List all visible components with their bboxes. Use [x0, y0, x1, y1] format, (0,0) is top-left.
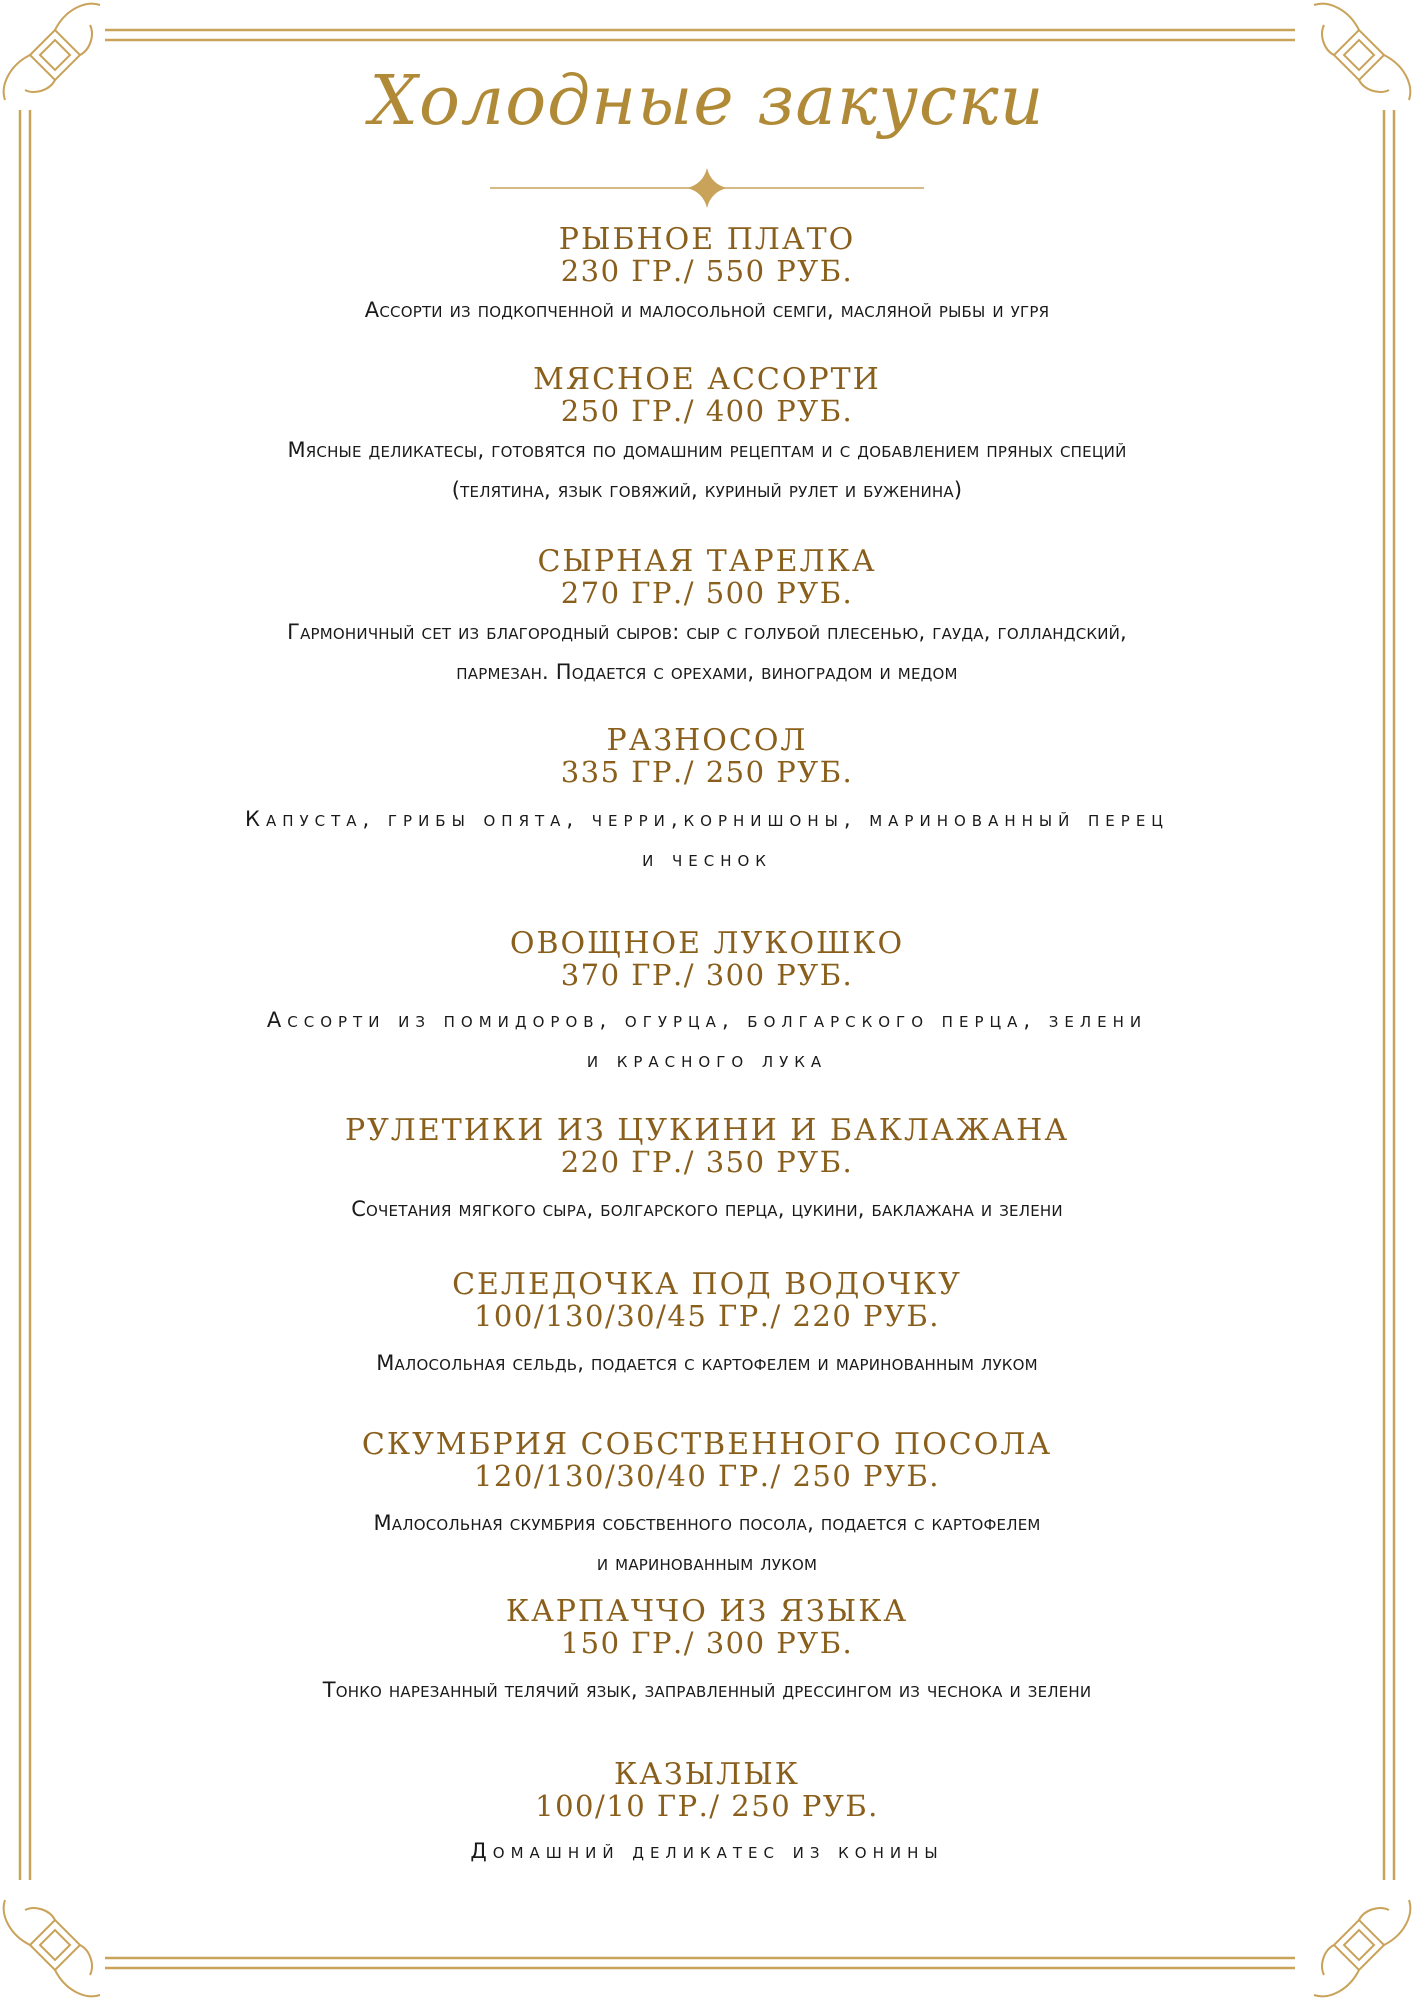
- star-ornament-icon: [687, 168, 727, 208]
- menu-item-name: СКУМБРИЯ СОБСТВЕННОГО ПОСОЛА: [361, 1427, 1053, 1462]
- menu-item: [150, 725, 1264, 879]
- corner-ornament-bottom-left: [4, 1900, 100, 1996]
- menu-item-description: Малосольная сельдь, подается с картофелем и маринованным луком: [376, 1351, 1038, 1375]
- menu-item-description: Домашний деликатес из конины: [470, 1839, 944, 1863]
- menu-item-name: СЕЛЕДОЧКА ПОД ВОДОЧКУ: [452, 1267, 962, 1302]
- menu-item-name: СЫРНАЯ ТАРЕЛКА: [537, 544, 877, 579]
- menu-item-description: Гармоничный сет из благородный сыров: сыр с голубой плесенью, гауда, голландский, пармезан. Подается с орехами, виноградом и медом: [287, 620, 1127, 684]
- menu-item-description: Ассорти из помидоров, огурца, болгарского перца, зелени и красного лука: [266, 1008, 1148, 1072]
- menu-item-description: Малосольная скумбрия собственного посола, подается с картофелем и маринованным луком: [373, 1511, 1041, 1575]
- title-divider: [0, 160, 1414, 220]
- menu-item: [150, 1596, 1264, 1710]
- menu-item-description: Мясные деликатесы, готовятся по домашним рецептам и с добавлением пряных специй (телятина, язык говяжий, куриный рулет и буженина): [287, 438, 1127, 502]
- menu-item-price: 230 ГР./ 550 РУБ.: [560, 254, 854, 288]
- menu-item-price: 120/130/30/40 ГР./ 250 РУБ.: [473, 1459, 941, 1493]
- menu-item-description: Тонко нарезанный телячий язык, заправленный дрессингом из чеснока и зелени: [322, 1678, 1092, 1702]
- menu-item: [150, 546, 1264, 692]
- menu-item-price: 150 ГР./ 300 РУБ.: [560, 1626, 854, 1660]
- menu-item-price: 100/10 ГР./ 250 РУБ.: [535, 1789, 879, 1823]
- menu-item-description: Сочетания мягкого сыра, болгарского перца, цукини, баклажана и зелени: [351, 1197, 1063, 1221]
- menu-item-name: ОВОЩНОЕ ЛУКОШКО: [509, 926, 905, 961]
- menu-item: [150, 364, 1264, 510]
- menu-item: [150, 1269, 1264, 1383]
- menu-item-description: Капуста, грибы опята, черри,корнишоны, маринованный перец и чеснок: [245, 807, 1169, 871]
- menu-item-name: КАРПАЧЧО ИЗ ЯЗЫКА: [505, 1594, 909, 1629]
- menu-item-price: 370 ГР./ 300 РУБ.: [560, 958, 854, 992]
- menu-item-price: 220 ГР./ 350 РУБ.: [560, 1145, 854, 1179]
- menu-item: [150, 1759, 1264, 1871]
- corner-ornament-bottom-right: [1314, 1900, 1410, 1996]
- menu-item-description: Ассорти из подкопченной и малосольной семги, масляной рыбы и угря: [364, 298, 1050, 322]
- menu-item-name: КАЗЫЛЫК: [614, 1757, 800, 1792]
- menu-item-name: РАЗНОСОЛ: [606, 723, 808, 758]
- menu-item: [150, 1429, 1264, 1583]
- menu-item-price: 250 ГР./ 400 РУБ.: [560, 394, 854, 428]
- menu-item-price: 270 ГР./ 500 РУБ.: [560, 576, 854, 610]
- menu-item-name: РЫБНОЕ ПЛАТО: [558, 222, 856, 257]
- menu-item-price: 100/130/30/45 ГР./ 220 РУБ.: [473, 1299, 941, 1333]
- page-title: Холодные закуски: [369, 62, 1045, 141]
- menu-item: [150, 224, 1264, 330]
- menu-item: [150, 928, 1264, 1080]
- menu-item: [150, 1115, 1264, 1229]
- menu-item-name: РУЛЕТИКИ ИЗ ЦУКИНИ И БАКЛАЖАНА: [344, 1113, 1070, 1148]
- menu-item-name: МЯСНОЕ АССОРТИ: [533, 362, 881, 397]
- menu-item-price: 335 ГР./ 250 РУБ.: [560, 755, 854, 789]
